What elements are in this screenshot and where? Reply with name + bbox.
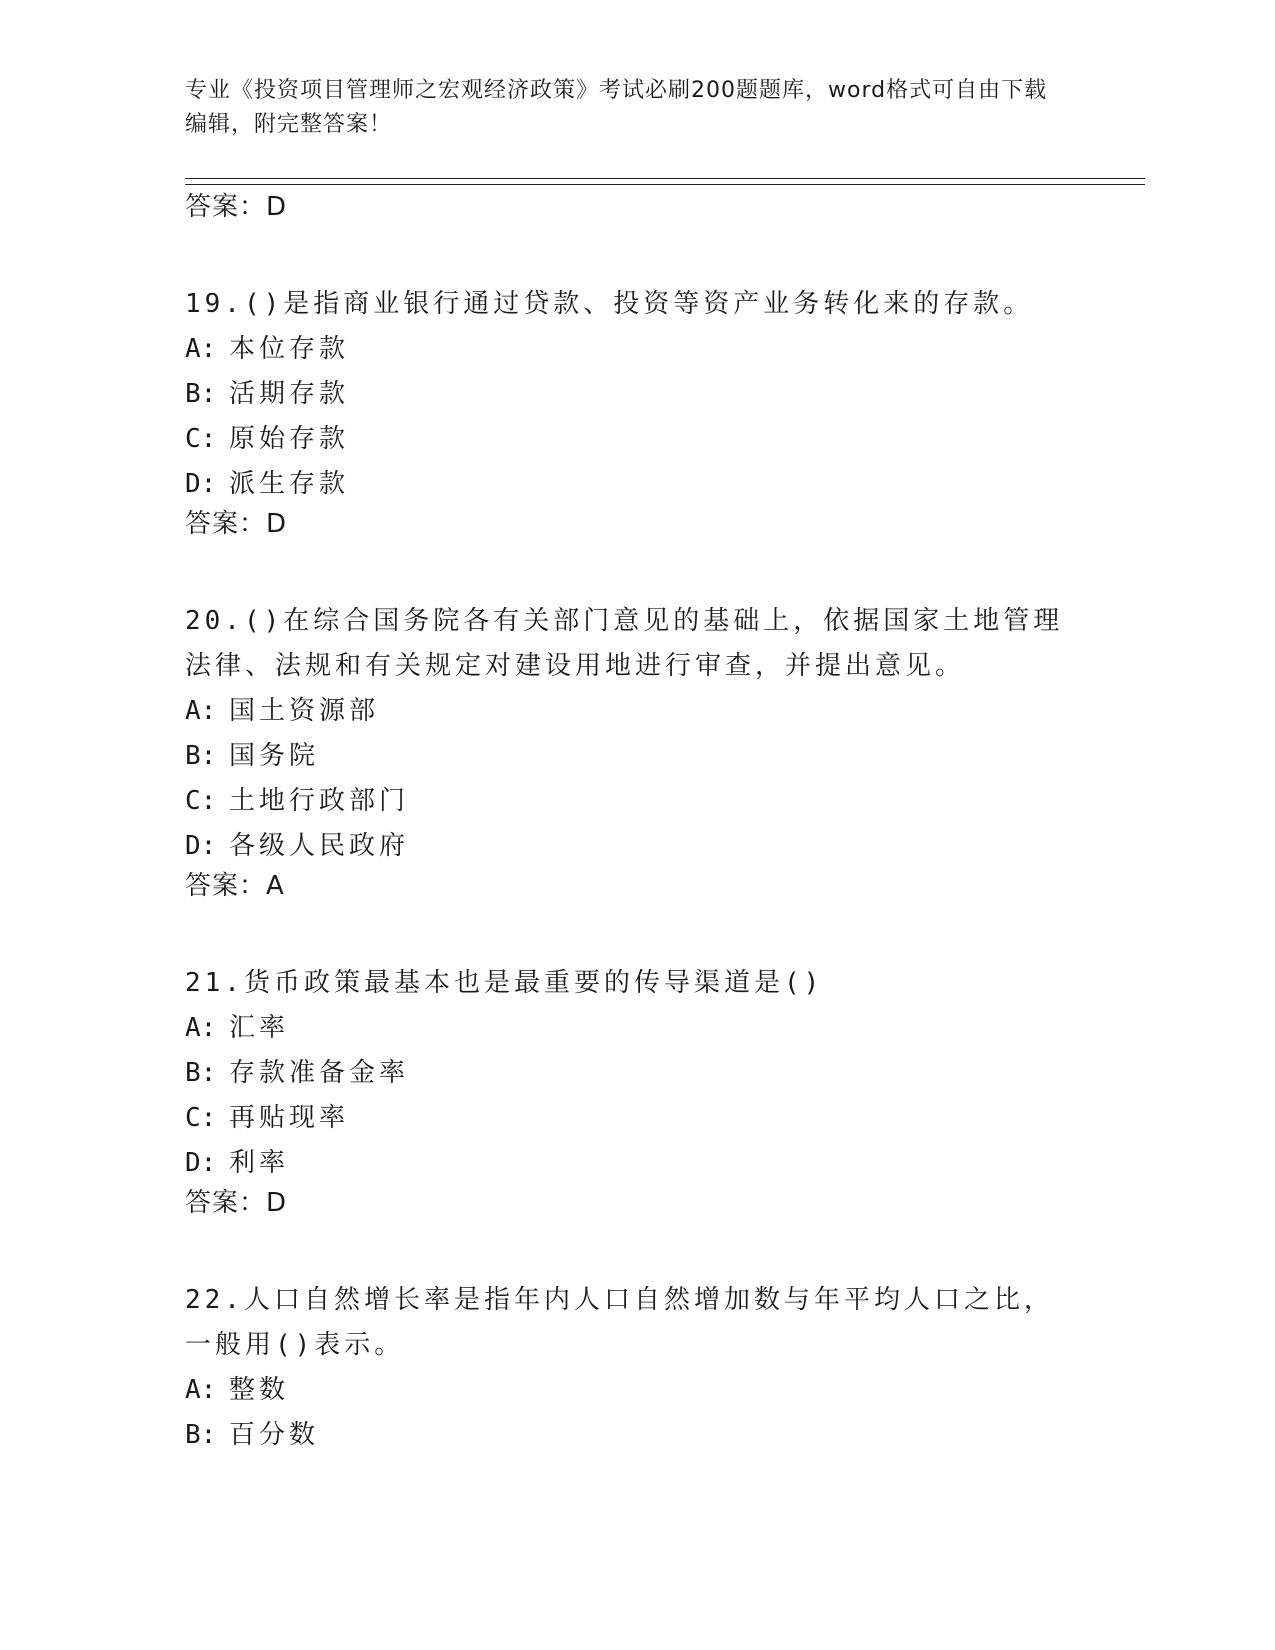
option-c — [185, 779, 1065, 824]
option-letter: A: — [185, 696, 217, 726]
option-text: 原始存款 — [229, 424, 350, 454]
option-text: 利率 — [229, 1148, 290, 1178]
option-text: 活期存款 — [229, 379, 350, 409]
option-a — [185, 1006, 1065, 1051]
option-a — [185, 1368, 1065, 1413]
option-letter: D: — [185, 469, 217, 499]
option-letter: D: — [185, 831, 217, 861]
option-letter: C: — [185, 786, 217, 816]
option-text: 派生存款 — [229, 469, 350, 499]
option-letter: C: — [185, 424, 217, 454]
option-c — [185, 1096, 1065, 1141]
option-d — [185, 1141, 1065, 1186]
answer-line: 答案：D — [185, 192, 288, 222]
option-text: 本位存款 — [229, 334, 350, 364]
option-b — [185, 372, 1065, 417]
question-22 — [185, 1278, 1065, 1458]
option-b — [185, 1051, 1065, 1096]
document-header: 专业《投资项目管理师之宏观经济政策》考试必刷200题题库，word格式可自由下载编辑，附完整答案！ — [185, 78, 1048, 137]
option-d — [185, 462, 1065, 507]
option-text: 国土资源部 — [229, 696, 380, 726]
option-letter: B: — [185, 741, 217, 771]
question-stem: 19.()是指商业银行通过贷款、投资等资产业务转化来的存款。 — [185, 289, 1034, 319]
option-text: 汇率 — [229, 1013, 290, 1043]
option-text: 土地行政部门 — [229, 786, 410, 816]
option-text: 再贴现率 — [229, 1103, 350, 1133]
question-20 — [185, 599, 1065, 914]
answer-line: 答案：A — [185, 871, 285, 901]
header-divider — [185, 178, 1145, 185]
option-a — [185, 327, 1065, 372]
option-d — [185, 824, 1065, 869]
option-letter: B: — [185, 1420, 217, 1450]
question-21 — [185, 961, 1065, 1231]
option-letter: A: — [185, 1013, 217, 1043]
option-text: 百分数 — [229, 1420, 320, 1450]
answer-line: 答案：D — [185, 1188, 288, 1218]
option-letter: C: — [185, 1103, 217, 1133]
option-text: 整数 — [229, 1375, 290, 1405]
option-text: 存款准备金率 — [229, 1058, 410, 1088]
option-letter: D: — [185, 1148, 217, 1178]
option-letter: B: — [185, 1058, 217, 1088]
question-19 — [185, 282, 1065, 552]
option-letter: A: — [185, 1375, 217, 1405]
option-b — [185, 734, 1065, 779]
question-stem: 22.人口自然增长率是指年内人口自然增加数与年平均人口之比，一般用()表示。 — [185, 1285, 1054, 1360]
option-text: 各级人民政府 — [229, 831, 410, 861]
question-stem: 20.()在综合国务院各有关部门意见的基础上，依据国家土地管理法律、法规和有关规定对建设用地进行审查，并提出意见。 — [185, 606, 1064, 681]
option-a — [185, 689, 1065, 734]
answer-line: 答案：D — [185, 509, 288, 539]
option-c — [185, 417, 1065, 462]
option-letter: B: — [185, 379, 217, 409]
question-list — [185, 190, 1065, 1458]
question-stem: 21.货币政策最基本也是最重要的传导渠道是() — [185, 968, 824, 998]
option-b — [185, 1413, 1065, 1458]
option-letter: A: — [185, 334, 217, 364]
option-text: 国务院 — [229, 741, 320, 771]
